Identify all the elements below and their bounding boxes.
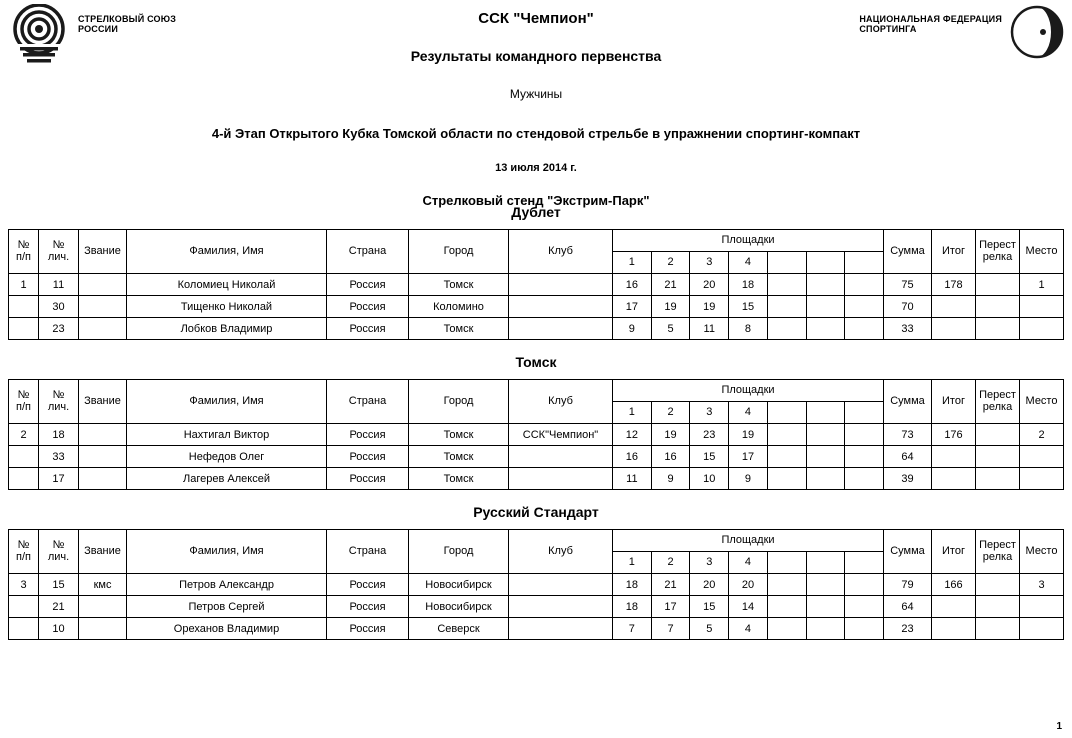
cell-name: Нахтигал Виктор — [127, 424, 327, 446]
cell-sum: 33 — [884, 318, 932, 340]
cell-personal-number: 33 — [39, 446, 79, 468]
cell-number — [9, 468, 39, 490]
col-header-name: Фамилия, Имя — [127, 230, 327, 274]
cell-field-3: 15 — [690, 446, 729, 468]
col-header-country: Страна — [327, 380, 409, 424]
cell-name: Лагерев Алексей — [127, 468, 327, 490]
col-header-number: № п/п — [9, 380, 39, 424]
col-header-city: Город — [409, 230, 509, 274]
cell-personal-number: 17 — [39, 468, 79, 490]
cell-place: 1 — [1020, 274, 1064, 296]
cell-field-1: 7 — [613, 618, 652, 640]
cell-number — [9, 596, 39, 618]
cell-city: Северск — [409, 618, 509, 640]
cell-shootoff — [976, 446, 1020, 468]
cell-field-3: 15 — [690, 596, 729, 618]
cell-personal-number: 15 — [39, 574, 79, 596]
cell-city: Коломино — [409, 296, 509, 318]
cell-field-3: 5 — [690, 618, 729, 640]
cell-field-3: 11 — [690, 318, 729, 340]
cell-number — [9, 296, 39, 318]
col-header-place: Место — [1020, 230, 1064, 274]
table-row — [9, 296, 1064, 318]
cell-field-7 — [845, 446, 884, 468]
col-header-rank: Звание — [79, 230, 127, 274]
cell-field-5 — [767, 468, 806, 490]
cell-number — [9, 318, 39, 340]
results-section — [0, 354, 1072, 490]
col-header-name: Фамилия, Имя — [127, 380, 327, 424]
sporting-federation-logo-icon — [1010, 5, 1064, 59]
col-header-shootoff: Перест релка — [976, 230, 1020, 274]
col-header-sum: Сумма — [884, 380, 932, 424]
cell-place — [1020, 596, 1064, 618]
cell-field-2: 21 — [651, 274, 690, 296]
col-header-field-5 — [767, 402, 806, 424]
col-header-personal-number: № лич. — [39, 230, 79, 274]
cell-field-7 — [845, 424, 884, 446]
cell-field-1: 12 — [613, 424, 652, 446]
cell-field-3: 20 — [690, 574, 729, 596]
cell-sum: 39 — [884, 468, 932, 490]
table-row — [9, 574, 1064, 596]
cell-field-3: 19 — [690, 296, 729, 318]
cell-shootoff — [976, 318, 1020, 340]
cell-shootoff — [976, 274, 1020, 296]
col-header-club: Клуб — [509, 380, 613, 424]
cell-field-4: 18 — [729, 274, 768, 296]
cell-number: 1 — [9, 274, 39, 296]
cell-shootoff — [976, 574, 1020, 596]
cell-number — [9, 618, 39, 640]
cell-place — [1020, 618, 1064, 640]
table-row — [9, 274, 1064, 296]
col-header-field-1: 1 — [613, 402, 652, 424]
cell-field-5 — [767, 318, 806, 340]
cell-rank — [79, 446, 127, 468]
cell-name: Ореханов Владимир — [127, 618, 327, 640]
cell-country: Россия — [327, 468, 409, 490]
results-table — [8, 529, 1064, 640]
cell-field-5 — [767, 574, 806, 596]
cell-field-7 — [845, 468, 884, 490]
cell-field-1: 16 — [613, 274, 652, 296]
cell-field-5 — [767, 296, 806, 318]
page-number: 1 — [1056, 721, 1062, 732]
cell-place: 3 — [1020, 574, 1064, 596]
event-venue: Стрелковый стенд "Экстрим-Парк" — [422, 193, 650, 208]
cell-club — [509, 296, 613, 318]
col-header-country: Страна — [327, 530, 409, 574]
col-header-place: Место — [1020, 380, 1064, 424]
cell-field-7 — [845, 596, 884, 618]
cell-city: Томск — [409, 424, 509, 446]
cell-number: 2 — [9, 424, 39, 446]
cell-field-4: 17 — [729, 446, 768, 468]
cell-club — [509, 574, 613, 596]
cell-total — [932, 596, 976, 618]
col-header-total: Итог — [932, 380, 976, 424]
cell-name: Лобков Владимир — [127, 318, 327, 340]
cell-field-4: 8 — [729, 318, 768, 340]
document-header — [0, 0, 1072, 208]
col-header-number: № п/п — [9, 230, 39, 274]
cell-personal-number: 21 — [39, 596, 79, 618]
col-header-club: Клуб — [509, 230, 613, 274]
cell-field-7 — [845, 318, 884, 340]
cell-field-6 — [806, 318, 845, 340]
cell-club — [509, 468, 613, 490]
table-row — [9, 468, 1064, 490]
cell-field-6 — [806, 574, 845, 596]
cell-rank — [79, 424, 127, 446]
cell-sum: 64 — [884, 446, 932, 468]
cell-name: Петров Александр — [127, 574, 327, 596]
cell-total — [932, 296, 976, 318]
cell-personal-number: 10 — [39, 618, 79, 640]
col-header-field-3: 3 — [690, 252, 729, 274]
cell-total: 176 — [932, 424, 976, 446]
col-header-field-3: 3 — [690, 552, 729, 574]
col-header-field-7 — [845, 552, 884, 574]
cell-field-1: 16 — [613, 446, 652, 468]
col-header-rank: Звание — [79, 380, 127, 424]
cell-sum: 64 — [884, 596, 932, 618]
cell-total — [932, 318, 976, 340]
col-header-field-1: 1 — [613, 552, 652, 574]
cell-club — [509, 446, 613, 468]
cell-field-1: 9 — [613, 318, 652, 340]
section-title: Русский Стандарт — [473, 504, 599, 520]
cell-field-1: 18 — [613, 596, 652, 618]
cell-field-7 — [845, 574, 884, 596]
results-table — [8, 229, 1064, 340]
cell-country: Россия — [327, 318, 409, 340]
col-header-field-4: 4 — [729, 552, 768, 574]
cell-field-4: 19 — [729, 424, 768, 446]
cell-club: ССК"Чемпион" — [509, 424, 613, 446]
table-header-row — [9, 380, 1064, 402]
col-header-city: Город — [409, 530, 509, 574]
cell-field-5 — [767, 446, 806, 468]
col-header-field-2: 2 — [651, 252, 690, 274]
col-header-total: Итог — [932, 230, 976, 274]
club-title: ССК "Чемпион" — [478, 10, 594, 27]
cell-field-7 — [845, 618, 884, 640]
shooting-union-logo-icon — [8, 4, 70, 66]
cell-field-4: 20 — [729, 574, 768, 596]
cell-field-6 — [806, 446, 845, 468]
cell-club — [509, 596, 613, 618]
col-header-field-5 — [767, 552, 806, 574]
cell-rank — [79, 468, 127, 490]
section-title: Дублет — [511, 204, 561, 220]
cell-field-6 — [806, 296, 845, 318]
cell-field-3: 20 — [690, 274, 729, 296]
cell-field-2: 17 — [651, 596, 690, 618]
cell-total — [932, 468, 976, 490]
cell-country: Россия — [327, 274, 409, 296]
cell-sum: 73 — [884, 424, 932, 446]
gender-label: Мужчины — [509, 87, 563, 101]
cell-sum: 70 — [884, 296, 932, 318]
cell-field-4: 14 — [729, 596, 768, 618]
col-header-shootoff: Перест релка — [976, 530, 1020, 574]
table-row — [9, 446, 1064, 468]
cell-country: Россия — [327, 296, 409, 318]
cell-name: Петров Сергей — [127, 596, 327, 618]
table-row — [9, 424, 1064, 446]
cell-sum: 79 — [884, 574, 932, 596]
cell-field-2: 21 — [651, 574, 690, 596]
col-header-club: Клуб — [509, 530, 613, 574]
col-header-field-6 — [806, 402, 845, 424]
cell-rank — [79, 296, 127, 318]
cell-field-7 — [845, 296, 884, 318]
cell-rank — [79, 596, 127, 618]
col-header-sum: Сумма — [884, 530, 932, 574]
section-title: Томск — [515, 354, 557, 370]
table-row — [9, 618, 1064, 640]
col-header-sum: Сумма — [884, 230, 932, 274]
table-row — [9, 318, 1064, 340]
cell-city: Томск — [409, 318, 509, 340]
cell-city: Томск — [409, 468, 509, 490]
cell-club — [509, 274, 613, 296]
col-header-personal-number: № лич. — [39, 380, 79, 424]
cell-field-6 — [806, 274, 845, 296]
col-header-shootoff: Перест релка — [976, 380, 1020, 424]
right-logo-caption — [859, 14, 1002, 35]
cell-shootoff — [976, 596, 1020, 618]
col-header-field-7 — [845, 252, 884, 274]
col-header-country: Страна — [327, 230, 409, 274]
cell-total — [932, 618, 976, 640]
cell-club — [509, 618, 613, 640]
cell-number: 3 — [9, 574, 39, 596]
col-header-field-6 — [806, 552, 845, 574]
col-header-field-3: 3 — [690, 402, 729, 424]
cell-field-5 — [767, 596, 806, 618]
cell-field-4: 4 — [729, 618, 768, 640]
left-logo-line-1: СТРЕЛКОВЫЙ СОЮЗ — [78, 14, 177, 24]
cell-shootoff — [976, 424, 1020, 446]
results-section — [0, 504, 1072, 640]
cell-city: Томск — [409, 274, 509, 296]
col-header-rank: Звание — [79, 530, 127, 574]
cell-name: Нефедов Олег — [127, 446, 327, 468]
cell-place — [1020, 318, 1064, 340]
cell-total: 178 — [932, 274, 976, 296]
col-header-total: Итог — [932, 530, 976, 574]
cell-field-1: 11 — [613, 468, 652, 490]
col-header-number: № п/п — [9, 530, 39, 574]
right-logo-line-1: НАЦИОНАЛЬНАЯ ФЕДЕРАЦИЯ — [859, 14, 1002, 24]
cell-field-3: 10 — [690, 468, 729, 490]
col-header-field-5 — [767, 252, 806, 274]
results-section — [0, 204, 1072, 340]
cell-field-2: 5 — [651, 318, 690, 340]
cell-field-5 — [767, 424, 806, 446]
cell-place — [1020, 446, 1064, 468]
right-logo-line-2: СПОРТИНГА — [859, 24, 917, 35]
cell-field-7 — [845, 274, 884, 296]
cell-field-4: 15 — [729, 296, 768, 318]
cell-field-2: 9 — [651, 468, 690, 490]
col-header-field-7 — [845, 402, 884, 424]
cell-field-6 — [806, 468, 845, 490]
cell-shootoff — [976, 618, 1020, 640]
table-header-row — [9, 530, 1064, 552]
col-header-field-4: 4 — [729, 252, 768, 274]
cell-field-4: 9 — [729, 468, 768, 490]
cell-place — [1020, 468, 1064, 490]
left-logo-line-2: РОССИИ — [78, 24, 119, 35]
col-header-city: Город — [409, 380, 509, 424]
col-header-fields: Площадки — [613, 380, 884, 402]
cell-place: 2 — [1020, 424, 1064, 446]
cell-field-6 — [806, 596, 845, 618]
col-header-name: Фамилия, Имя — [127, 530, 327, 574]
cell-country: Россия — [327, 618, 409, 640]
col-header-fields: Площадки — [613, 230, 884, 252]
cell-club — [509, 318, 613, 340]
col-header-fields: Площадки — [613, 530, 884, 552]
cell-field-1: 17 — [613, 296, 652, 318]
cell-sum: 23 — [884, 618, 932, 640]
table-row — [9, 596, 1064, 618]
col-header-place: Место — [1020, 530, 1064, 574]
cell-field-6 — [806, 618, 845, 640]
cell-city: Новосибирск — [409, 596, 509, 618]
cell-country: Россия — [327, 574, 409, 596]
results-table — [8, 379, 1064, 490]
cell-country: Россия — [327, 446, 409, 468]
cell-total: 166 — [932, 574, 976, 596]
left-logo-caption — [78, 14, 176, 35]
cell-personal-number: 30 — [39, 296, 79, 318]
cell-total — [932, 446, 976, 468]
col-header-field-2: 2 — [651, 552, 690, 574]
col-header-field-4: 4 — [729, 402, 768, 424]
table-header-row — [9, 230, 1064, 252]
cell-personal-number: 18 — [39, 424, 79, 446]
cell-field-2: 19 — [651, 424, 690, 446]
cell-city: Новосибирск — [409, 574, 509, 596]
event-title: 4-й Этап Открытого Кубка Томской области по стендовой стрельбе в упражнении спортинг-компакт — [211, 126, 861, 141]
cell-field-2: 16 — [651, 446, 690, 468]
cell-personal-number: 23 — [39, 318, 79, 340]
cell-place — [1020, 296, 1064, 318]
cell-field-1: 18 — [613, 574, 652, 596]
cell-field-5 — [767, 274, 806, 296]
cell-rank: кмс — [79, 574, 127, 596]
cell-field-2: 19 — [651, 296, 690, 318]
col-header-field-6 — [806, 252, 845, 274]
cell-city: Томск — [409, 446, 509, 468]
results-sections — [0, 204, 1072, 640]
cell-number — [9, 446, 39, 468]
col-header-personal-number: № лич. — [39, 530, 79, 574]
cell-rank — [79, 618, 127, 640]
cell-personal-number: 11 — [39, 274, 79, 296]
cell-country: Россия — [327, 424, 409, 446]
cell-field-2: 7 — [651, 618, 690, 640]
col-header-field-2: 2 — [651, 402, 690, 424]
cell-name: Коломиец Николай — [127, 274, 327, 296]
cell-field-3: 23 — [690, 424, 729, 446]
col-header-field-1: 1 — [613, 252, 652, 274]
cell-field-6 — [806, 424, 845, 446]
cell-name: Тищенко Николай — [127, 296, 327, 318]
cell-sum: 75 — [884, 274, 932, 296]
cell-rank — [79, 274, 127, 296]
document-title: Результаты командного первенства — [410, 48, 662, 64]
cell-country: Россия — [327, 596, 409, 618]
cell-field-5 — [767, 618, 806, 640]
cell-rank — [79, 318, 127, 340]
cell-shootoff — [976, 296, 1020, 318]
event-date: 13 июля 2014 г. — [495, 162, 577, 174]
cell-shootoff — [976, 468, 1020, 490]
